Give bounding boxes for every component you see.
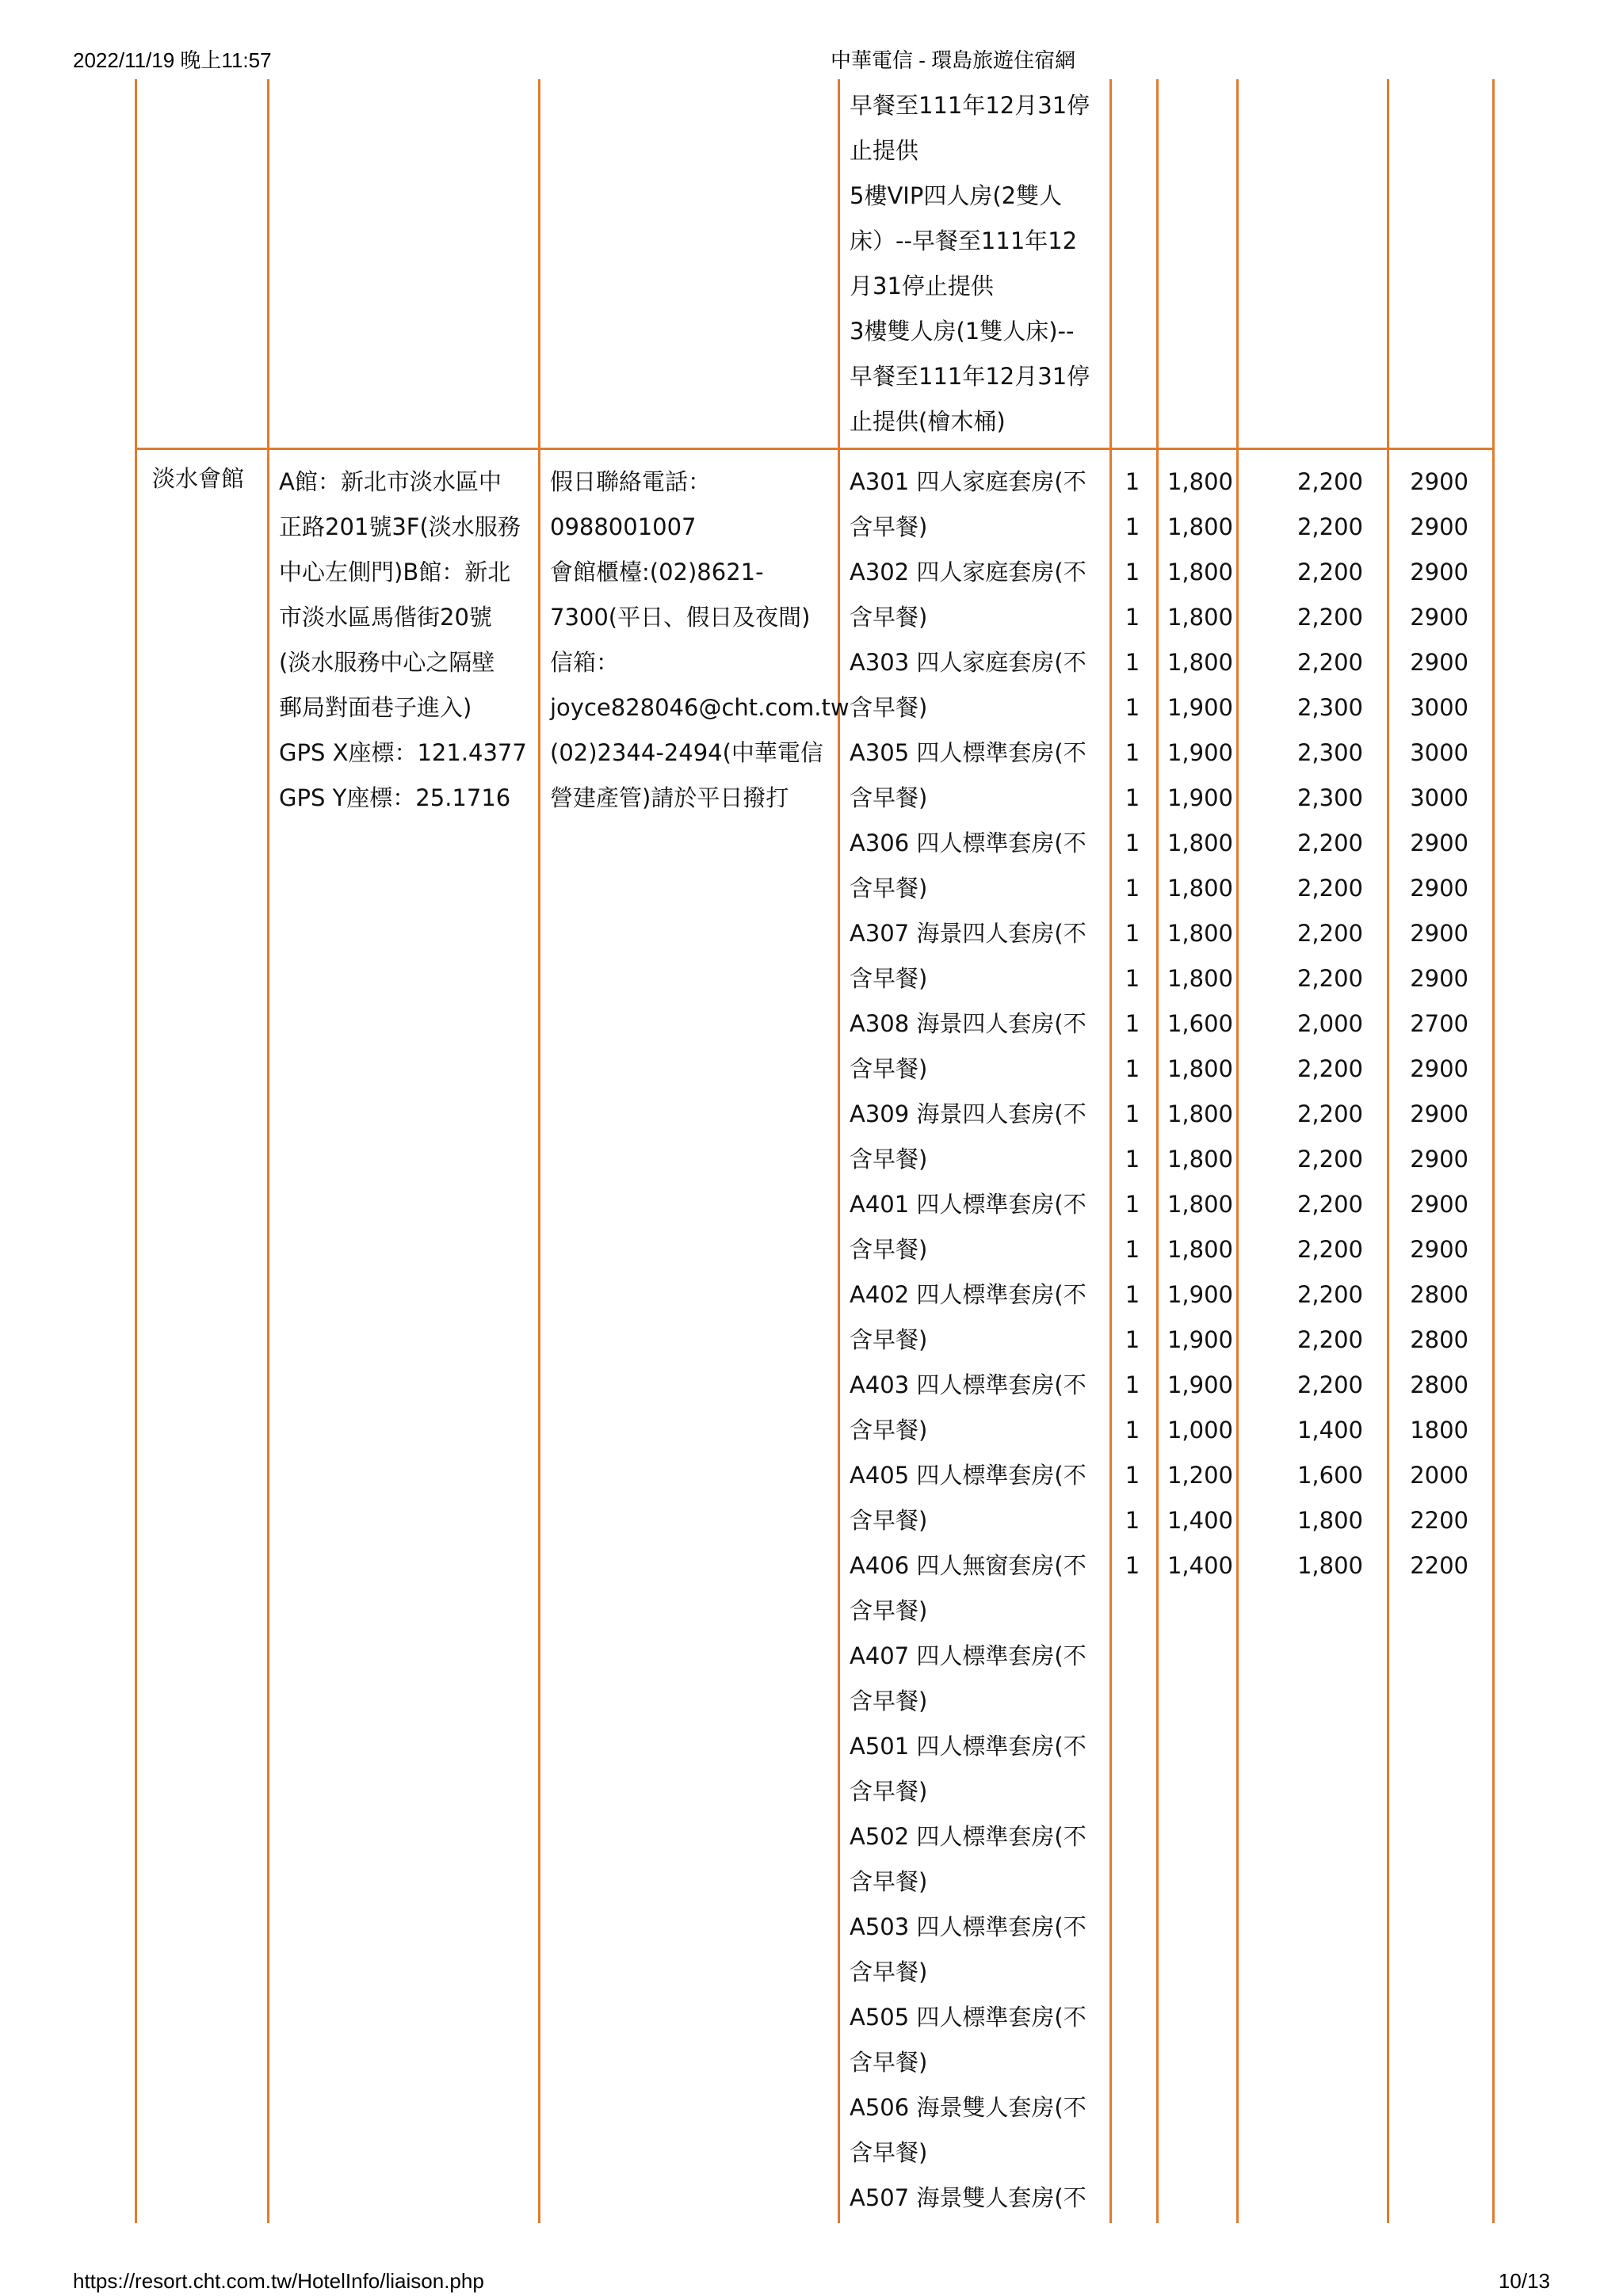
weekday-price: 1,400 — [1167, 1507, 1233, 1534]
room-line: 3樓雙人房(1雙人床)-- — [850, 318, 1075, 345]
gps-x: GPS X座標：121.4377 — [279, 739, 527, 766]
address-line: (淡水服務中心之隔壁 — [279, 649, 495, 676]
room-line: 含早餐) — [850, 604, 928, 631]
room-line: A507 海景雙人套房(不 — [850, 2184, 1086, 2211]
list-price: 2000 — [1410, 1462, 1468, 1489]
holiday-price: 1,400 — [1296, 1417, 1363, 1444]
room-quantity: 1 — [1125, 1507, 1140, 1534]
room-quantity: 1 — [1125, 739, 1140, 766]
room-line: A307 海景四人套房(不 — [850, 920, 1086, 947]
room-quantity: 1 — [1125, 1281, 1140, 1308]
room-line: A309 海景四人套房(不 — [850, 1100, 1086, 1127]
room-line: A403 四人標準套房(不 — [850, 1371, 1086, 1398]
list-price: 1800 — [1410, 1417, 1468, 1444]
list-price: 2900 — [1410, 468, 1468, 495]
room-line: 含早餐) — [850, 1055, 928, 1082]
address-line: 中心左側門)B館：新北 — [279, 559, 511, 585]
room-line: A302 四人家庭套房(不 — [850, 559, 1086, 585]
weekday-price: 1,900 — [1167, 784, 1233, 811]
room-quantity: 1 — [1125, 920, 1140, 947]
list-price: 2800 — [1410, 1281, 1468, 1308]
table-row-divider — [135, 448, 1494, 450]
room-line: 含早餐) — [850, 694, 928, 721]
room-line: A301 四人家庭套房(不 — [850, 468, 1086, 495]
weekday-price: 1,800 — [1167, 920, 1233, 947]
room-line: A402 四人標準套房(不 — [850, 1281, 1086, 1308]
holiday-price: 2,300 — [1296, 694, 1363, 721]
room-line: 含早餐) — [850, 1688, 928, 1714]
holiday-price: 1,800 — [1296, 1552, 1363, 1579]
table-column-divider — [538, 79, 540, 2223]
holiday-price: 2,000 — [1296, 1010, 1363, 1037]
table-column-divider — [1156, 79, 1159, 2223]
holiday-price: 2,200 — [1296, 830, 1363, 856]
holiday-price: 2,200 — [1296, 468, 1363, 495]
list-price: 2900 — [1410, 513, 1468, 540]
holiday-price: 2,300 — [1296, 784, 1363, 811]
room-line: A506 海景雙人套房(不 — [850, 2094, 1086, 2121]
weekday-price: 1,800 — [1167, 559, 1233, 585]
list-price: 2900 — [1410, 1055, 1468, 1082]
page-title: 中華電信 - 環島旅遊住宿網 — [831, 48, 1076, 72]
room-quantity: 1 — [1125, 784, 1140, 811]
weekday-price: 1,900 — [1167, 739, 1233, 766]
weekday-price: 1,800 — [1167, 875, 1233, 902]
email-address: joyce828046@cht.com.tw — [550, 694, 850, 721]
room-line: 含早餐) — [850, 875, 928, 902]
weekday-price: 1,800 — [1167, 965, 1233, 992]
weekday-price: 1,400 — [1167, 1552, 1233, 1579]
weekday-price: 1,000 — [1167, 1417, 1233, 1444]
room-line: A406 四人無窗套房(不 — [850, 1552, 1086, 1579]
holiday-price: 2,200 — [1296, 1281, 1363, 1308]
holiday-phone: 0988001007 — [550, 513, 697, 540]
room-quantity: 1 — [1125, 830, 1140, 856]
holiday-price: 2,200 — [1296, 1146, 1363, 1173]
contact-line: 營建產管)請於平日撥打 — [550, 784, 789, 811]
contact-line: 假日聯絡電話： — [550, 468, 712, 495]
weekday-price: 1,800 — [1167, 1191, 1233, 1218]
weekday-price: 1,200 — [1167, 1462, 1233, 1489]
room-line: 含早餐) — [850, 1868, 928, 1895]
room-quantity: 1 — [1125, 1552, 1140, 1579]
room-types — [850, 460, 1111, 2221]
room-line: 床）--早餐至111年12 — [850, 227, 1078, 254]
page-url: https://resort.cht.com.tw/HotelInfo/liaison.php — [73, 2269, 484, 2293]
holiday-price: 2,200 — [1296, 965, 1363, 992]
room-quantity: 1 — [1125, 1055, 1140, 1082]
contact-line: (02)2344-2494(中華電信 — [550, 739, 823, 766]
hotel-address — [279, 460, 533, 821]
list-price: 3000 — [1410, 739, 1468, 766]
table-column-divider — [267, 79, 269, 2223]
room-line: 月31停止提供 — [850, 273, 994, 299]
room-quantity: 1 — [1125, 649, 1140, 676]
room-quantity: 1 — [1125, 1371, 1140, 1398]
weekday-prices — [1163, 460, 1233, 1589]
address-line: 市淡水區馬偕街20號 — [279, 604, 492, 631]
holiday-price: 2,200 — [1296, 1236, 1363, 1263]
room-line: A305 四人標準套房(不 — [850, 739, 1086, 766]
room-line: 含早餐) — [850, 1778, 928, 1805]
room-line: 含早餐) — [850, 965, 928, 992]
weekday-price: 1,800 — [1167, 649, 1233, 676]
holiday-price: 1,600 — [1296, 1462, 1363, 1489]
room-quantity: 1 — [1125, 468, 1140, 495]
holiday-price: 2,200 — [1296, 649, 1363, 676]
room-quantity: 1 — [1125, 1100, 1140, 1127]
contact-line: 信箱： — [550, 649, 620, 676]
contact-line: 會館櫃檯:(02)8621- — [550, 559, 764, 585]
weekday-price: 1,900 — [1167, 694, 1233, 721]
room-line: 含早餐) — [850, 1326, 928, 1353]
contact-line: 7300(平日、假日及夜間) — [550, 604, 811, 631]
room-line: A501 四人標準套房(不 — [850, 1733, 1086, 1760]
room-quantity: 1 — [1125, 875, 1140, 902]
room-line: 含早餐) — [850, 784, 928, 811]
room-line: A505 四人標準套房(不 — [850, 2004, 1086, 2031]
room-line: A303 四人家庭套房(不 — [850, 649, 1086, 676]
weekday-price: 1,800 — [1167, 604, 1233, 631]
room-line: 含早餐) — [850, 1597, 928, 1624]
weekday-price: 1,800 — [1167, 830, 1233, 856]
address-line: A館：新北市淡水區中 — [279, 468, 502, 495]
table-border-left — [135, 79, 137, 2223]
room-quantity: 1 — [1125, 604, 1140, 631]
room-line: 含早餐) — [850, 513, 928, 540]
list-price: 2900 — [1410, 875, 1468, 902]
list-prices — [1383, 460, 1468, 1589]
list-price: 2900 — [1410, 1191, 1468, 1218]
list-price: 2900 — [1410, 965, 1468, 992]
print-datetime: 2022/11/19 晚上11:57 — [73, 48, 272, 72]
room-line: A401 四人標準套房(不 — [850, 1191, 1086, 1218]
holiday-price: 2,200 — [1296, 1191, 1363, 1218]
room-quantity: 1 — [1125, 513, 1140, 540]
weekday-price: 1,900 — [1167, 1371, 1233, 1398]
list-price: 3000 — [1410, 784, 1468, 811]
holiday-price: 2,200 — [1296, 1055, 1363, 1082]
weekday-price: 1,800 — [1167, 513, 1233, 540]
room-quantities — [1113, 460, 1152, 1589]
room-line: 含早餐) — [850, 2049, 928, 2076]
list-price: 2900 — [1410, 920, 1468, 947]
list-price: 2900 — [1410, 559, 1468, 585]
room-quantity: 1 — [1125, 1236, 1140, 1263]
holiday-price: 2,200 — [1296, 604, 1363, 631]
table-column-divider — [838, 79, 840, 2223]
holiday-price: 1,800 — [1296, 1507, 1363, 1534]
list-price: 2900 — [1410, 1236, 1468, 1263]
room-quantity: 1 — [1125, 694, 1140, 721]
room-quantity: 1 — [1125, 1417, 1140, 1444]
list-price: 2900 — [1410, 1146, 1468, 1173]
room-quantity: 1 — [1125, 965, 1140, 992]
weekday-price: 1,900 — [1167, 1326, 1233, 1353]
weekday-price: 1,800 — [1167, 1055, 1233, 1082]
list-price: 2900 — [1410, 604, 1468, 631]
room-line: 早餐至111年12月31停 — [850, 92, 1090, 119]
address-line: 郵局對面巷子進入) — [279, 694, 472, 721]
list-price: 2200 — [1410, 1507, 1468, 1534]
address-line: 正路201號3F(淡水服務 — [279, 513, 521, 540]
prev-row-room-types — [850, 83, 1111, 444]
room-quantity: 1 — [1125, 1191, 1140, 1218]
holiday-price: 2,200 — [1296, 1100, 1363, 1127]
room-line: A405 四人標準套房(不 — [850, 1462, 1086, 1489]
room-line: 含早餐) — [850, 1507, 928, 1534]
gps-y: GPS Y座標：25.1716 — [279, 784, 511, 811]
weekday-price: 1,900 — [1167, 1281, 1233, 1308]
list-price: 2700 — [1410, 1010, 1468, 1037]
room-line: 止提供 — [850, 137, 919, 164]
holiday-price: 2,300 — [1296, 739, 1363, 766]
list-price: 2900 — [1410, 649, 1468, 676]
holiday-price: 2,200 — [1296, 920, 1363, 947]
weekday-price: 1,800 — [1167, 468, 1233, 495]
room-line: A502 四人標準套房(不 — [850, 1823, 1086, 1850]
room-line: A306 四人標準套房(不 — [850, 830, 1086, 856]
list-price: 3000 — [1410, 694, 1468, 721]
room-line: 含早餐) — [850, 2139, 928, 2166]
holiday-price: 2,200 — [1296, 875, 1363, 902]
table-column-divider — [1236, 79, 1239, 2223]
holiday-price: 2,200 — [1296, 1371, 1363, 1398]
page-number: 10/13 — [1498, 2269, 1550, 2293]
list-price: 2900 — [1410, 830, 1468, 856]
list-price: 2800 — [1410, 1326, 1468, 1353]
room-line: 含早餐) — [850, 1958, 928, 1985]
room-quantity: 1 — [1125, 1326, 1140, 1353]
room-line: 早餐至111年12月31停 — [850, 363, 1090, 390]
room-line: A503 四人標準套房(不 — [850, 1913, 1086, 1940]
hotel-name: 淡水會館 — [152, 465, 245, 492]
room-line: 止提供(檜木桶) — [850, 408, 1006, 435]
room-line: 含早餐) — [850, 1417, 928, 1444]
holiday-price: 2,200 — [1296, 1326, 1363, 1353]
weekday-price: 1,800 — [1167, 1236, 1233, 1263]
holiday-price: 2,200 — [1296, 513, 1363, 540]
list-price: 2800 — [1410, 1371, 1468, 1398]
table-border-right — [1492, 79, 1495, 2223]
room-quantity: 1 — [1125, 1462, 1140, 1489]
holiday-prices — [1252, 460, 1363, 1589]
weekday-price: 1,800 — [1167, 1146, 1233, 1173]
room-quantity: 1 — [1125, 1146, 1140, 1173]
list-price: 2900 — [1410, 1100, 1468, 1127]
room-line: 含早餐) — [850, 1236, 928, 1263]
room-line: 5樓VIP四人房(2雙人 — [850, 182, 1063, 209]
room-line: A308 海景四人套房(不 — [850, 1010, 1086, 1037]
room-line: 含早餐) — [850, 1146, 928, 1173]
holiday-price: 2,200 — [1296, 559, 1363, 585]
room-quantity: 1 — [1125, 1010, 1140, 1037]
weekday-price: 1,600 — [1167, 1010, 1233, 1037]
room-quantity: 1 — [1125, 559, 1140, 585]
list-price: 2200 — [1410, 1552, 1468, 1579]
hotel-contact — [550, 460, 850, 821]
weekday-price: 1,800 — [1167, 1100, 1233, 1127]
room-line: A407 四人標準套房(不 — [850, 1642, 1086, 1669]
